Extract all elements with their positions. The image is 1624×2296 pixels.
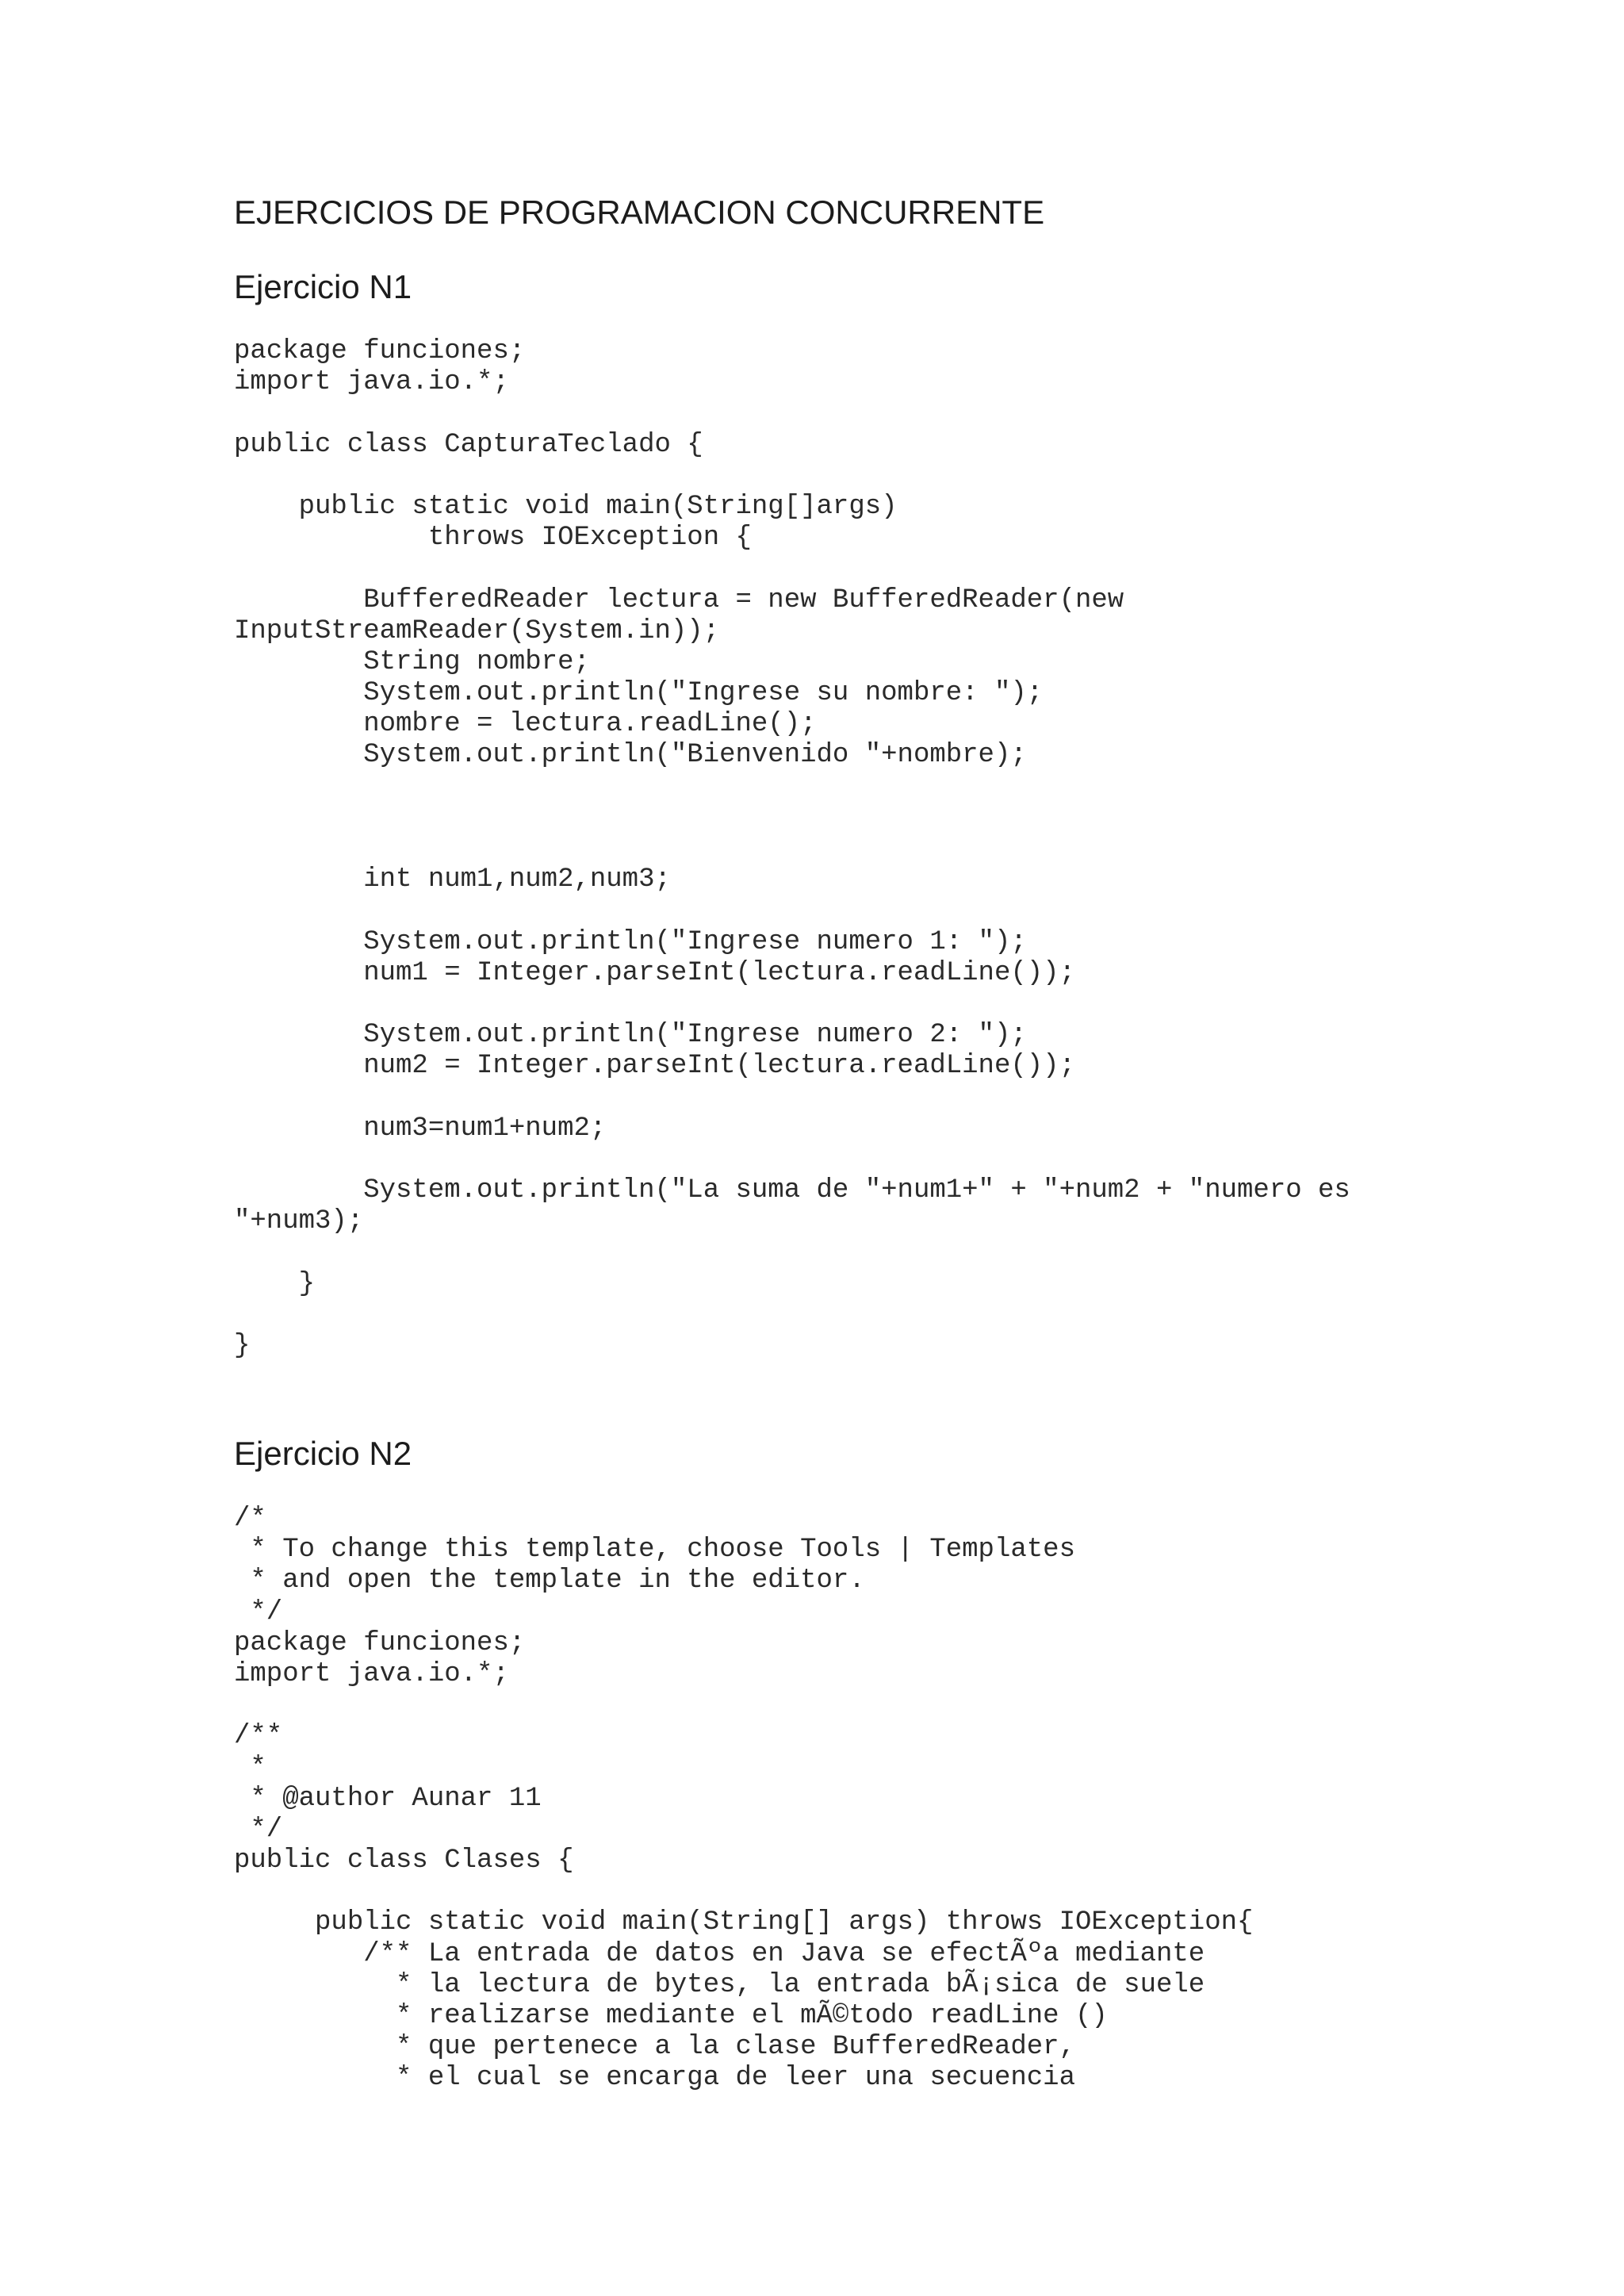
code-line: [234, 398, 1350, 429]
code-block-ejercicio-2: [234, 1504, 1253, 2095]
code-line: [234, 803, 1350, 834]
code-line: [234, 1144, 1350, 1175]
document-title: EJERCICIOS DE PROGRAMACION CONCURRENTE: [234, 194, 1045, 231]
code-line: InputStreamReader(System.in));: [234, 615, 720, 646]
code-line: package funciones;: [234, 1627, 526, 1658]
code-line: package funciones;: [234, 336, 526, 366]
section-heading-ejercicio-1: Ejercicio N1: [234, 268, 412, 305]
code-line: [234, 834, 1350, 864]
code-line: [234, 989, 1350, 1020]
code-line: [234, 461, 1350, 492]
code-line: /**: [234, 1721, 283, 1752]
code-line: * que pertenece a la clase BufferedReader,: [234, 2032, 1075, 2063]
code-line: System.out.println("Ingrese numero 1: ");: [234, 926, 1027, 957]
code-line: }: [234, 1331, 251, 1361]
code-line: num1 = Integer.parseInt(lectura.readLine());: [234, 957, 1075, 988]
code-line: }: [234, 1268, 316, 1299]
code-line: /*: [234, 1504, 266, 1534]
code-line: nombre = lectura.readLine();: [234, 709, 817, 740]
code-line: [234, 1300, 1350, 1331]
code-block-ejercicio-1: [234, 336, 1350, 1362]
code-line: [234, 772, 1350, 803]
code-line: public static void main(String[] args) throws IOException{: [234, 1907, 1254, 1938]
code-line: System.out.println("La suma de "+num1+" + "+num2 + "numero es: [234, 1175, 1350, 1206]
code-line: throws IOException {: [234, 523, 752, 554]
code-line: String nombre;: [234, 646, 590, 677]
code-line: *: [234, 1752, 266, 1783]
code-line: [234, 1876, 1253, 1907]
code-line: * realizarse mediante el mÃ©todo readLine (): [234, 2001, 1108, 2031]
code-line: num3=num1+num2;: [234, 1113, 607, 1144]
code-line: System.out.println("Ingrese su nombre: ");: [234, 678, 1044, 709]
code-line: [234, 554, 1350, 585]
code-line: [234, 1690, 1253, 1721]
code-line: * and open the template in the editor.: [234, 1566, 865, 1596]
code-line: System.out.println("Ingrese numero 2: ");: [234, 1020, 1027, 1051]
code-line: [234, 895, 1350, 926]
code-line: BufferedReader lectura = new BufferedReader(new: [234, 585, 1124, 615]
code-line: "+num3);: [234, 1206, 364, 1237]
section-heading-ejercicio-2: Ejercicio N2: [234, 1435, 412, 1472]
code-line: public class CapturaTeclado {: [234, 429, 703, 460]
code-line: import java.io.*;: [234, 367, 509, 398]
code-line: public static void main(String[]args): [234, 491, 898, 522]
code-line: /** La entrada de datos en Java se efectÃºa mediante: [234, 1938, 1205, 1969]
code-line: */: [234, 1596, 283, 1627]
code-line: num2 = Integer.parseInt(lectura.readLine());: [234, 1051, 1075, 1082]
code-line: */: [234, 1814, 283, 1845]
code-line: public class Clases {: [234, 1846, 574, 1876]
code-line: * el cual se encarga de leer una secuencia: [234, 2063, 1075, 2094]
code-line: import java.io.*;: [234, 1658, 509, 1689]
code-line: * la lectura de bytes, la entrada bÃ¡sica de suele: [234, 1969, 1205, 2000]
code-line: int num1,num2,num3;: [234, 864, 671, 895]
code-line: System.out.println("Bienvenido "+nombre);: [234, 740, 1027, 771]
code-line: * @author Aunar 11: [234, 1783, 542, 1814]
code-line: * To change this template, choose Tools | Templates: [234, 1535, 1075, 1566]
code-line: [234, 1237, 1350, 1268]
code-line: [234, 1083, 1350, 1114]
